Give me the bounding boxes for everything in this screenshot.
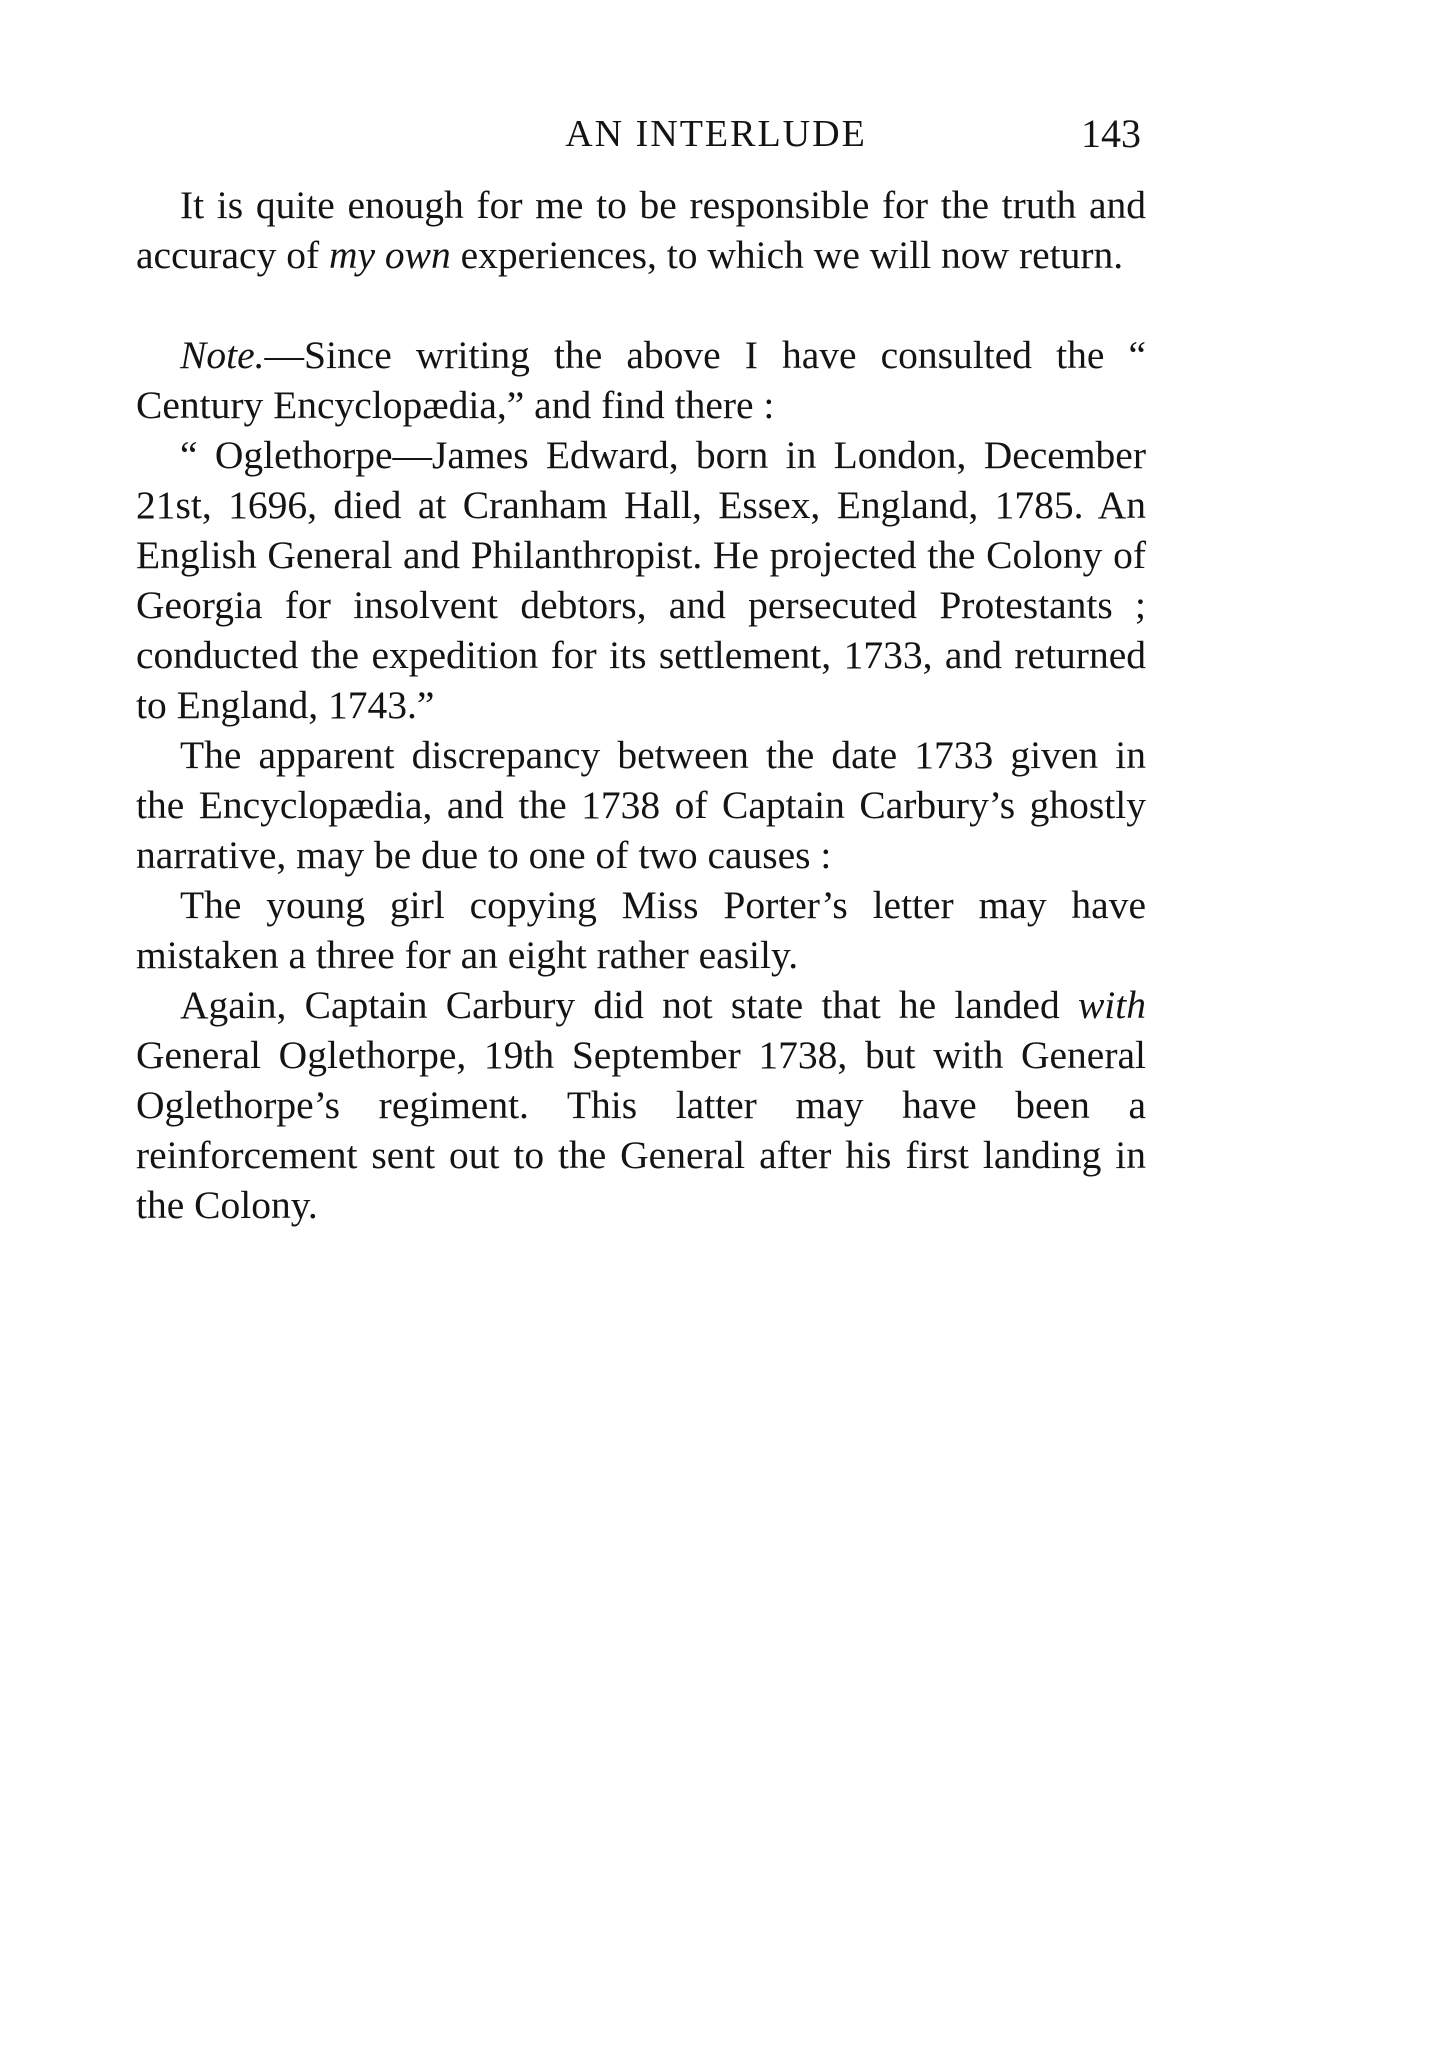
paragraph-cause-two-text-a: Again, Captain Carbury did not state that he landed xyxy=(180,983,1078,1027)
paragraph-cause-two-italic: with xyxy=(1077,983,1146,1027)
note-label: Note. xyxy=(180,333,265,377)
page-number: 143 xyxy=(1081,111,1141,156)
note-text: —Since writing the above I have consulted the “ Century Encyclopædia,” and find there : xyxy=(136,333,1146,427)
running-title: AN INTERLUDE xyxy=(565,113,867,155)
paragraph-1-text-a: It is quite enough for me to be responsible for the truth and accuracy of xyxy=(136,183,1146,277)
paragraph-discrepancy: The apparent discrepancy between the date 1733 given in the Encyclopædia, and the 1738 of Captain Carbury’s ghostly narrative, may be due to one of two causes : xyxy=(136,733,1146,877)
paragraph-1 xyxy=(136,180,1146,280)
paragraph-cause-two xyxy=(136,980,1146,1230)
note-paragraph xyxy=(136,330,1146,430)
paragraph-cause-two-text-b: General Oglethorpe, 19th September 1738, but with General Oglethorpe’s regiment. This latter may have been a reinforcement sent out to the General after his first landing in the Colony. xyxy=(136,1033,1146,1227)
encyclopedia-quote: “ Oglethorpe—James Edward, born in London, December 21st, 1696, died at Cranham Hall, Essex, England, 1785. An English General and Philanthropist. He projected the Colony of Georgia for insolvent debtors, and persecuted Protestants ; conducted the expedition for its settlement, 1733, and returned to England, 1743.” xyxy=(136,433,1146,727)
paragraph-1-text-b: experiences, to which we will now return. xyxy=(450,233,1124,277)
paragraph-cause-one: The young girl copying Miss Porter’s letter may have mistaken a three for an eight rather easily. xyxy=(136,883,1146,977)
body-text xyxy=(136,180,1146,1230)
page-header xyxy=(0,106,1432,162)
paragraph-1-italic: my own xyxy=(328,233,451,277)
